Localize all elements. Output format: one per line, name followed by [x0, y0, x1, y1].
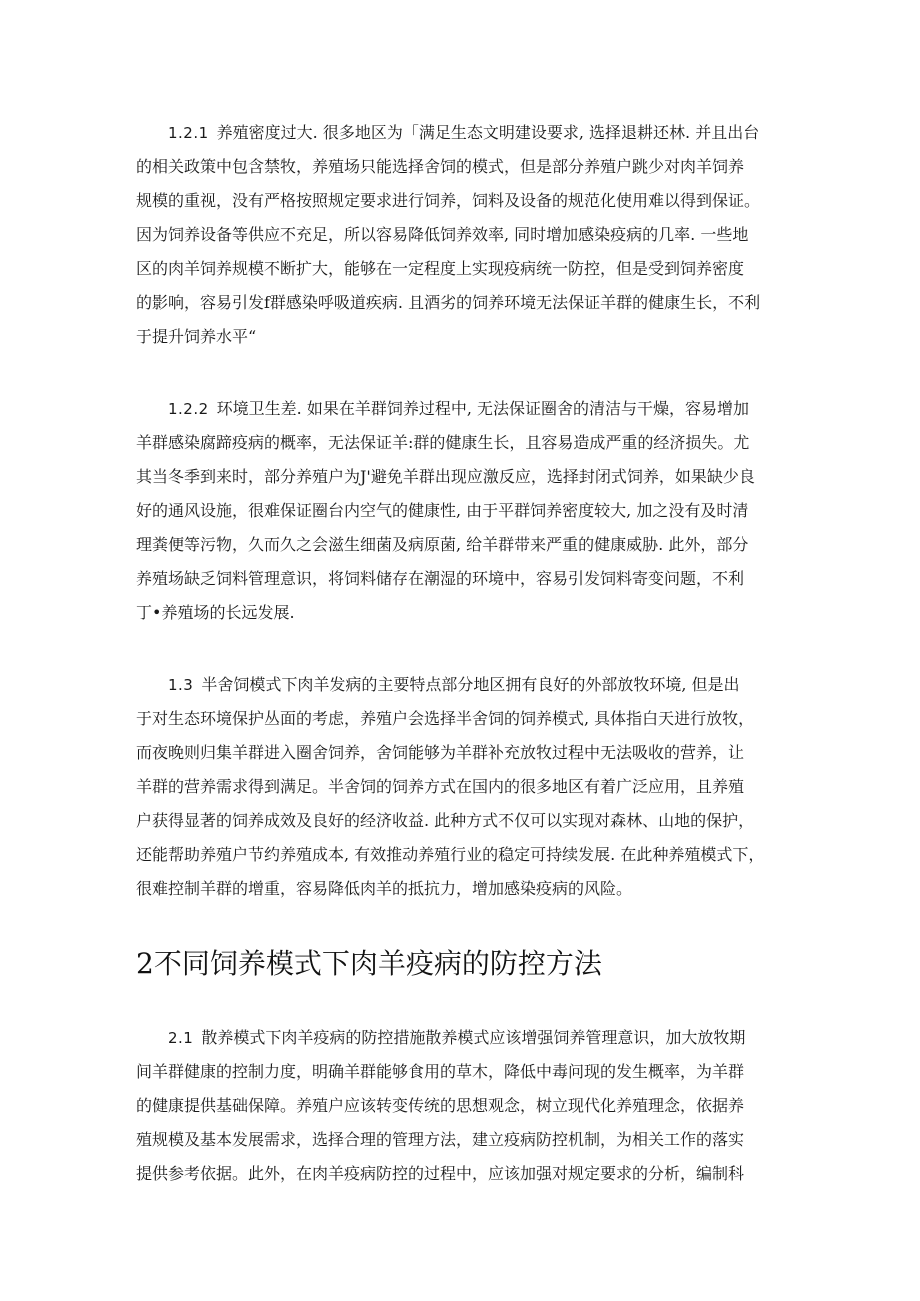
paragraph-line: 殖规模及基本发展需求，选择合理的管理方法，建立疫病防控机制，为相关工作的落实 [136, 1130, 745, 1149]
paragraph-line: 好的通风设施，很难保证圈台内空气的健康性, 由于平群饲养密度较大, 加之没有及时清 [136, 501, 749, 520]
section-number: 1.2.1 [168, 124, 209, 142]
paragraph-line: 间羊群健康的控制力度，明确羊群能够食用的草木，降低中毒问现的发生概率，为羊群 [136, 1062, 745, 1081]
section-1-2-2-paragraph [136, 392, 794, 630]
paragraph-line: 1.2.2 环境卫生差. 如果在羊群饲养过程中, 无法保证圈舍的清洁与干燥，容易增加 [168, 399, 750, 418]
paragraph-line: 1.2.1 养殖密度过大. 很多地区为「满足生态文明建设要求, 选择退耕还林. 并且出台 [168, 123, 760, 142]
paragraph-line: 羊群的营养需求得到满足。半舍饲的饲养方式在国内的很多地区有着广泛应用，且养殖 [136, 777, 745, 796]
paragraph-line: 于对生态环境保护丛面的考虑，养殖户会选择半舍饲的饲养模式, 具体指白天进行放牧， [136, 709, 755, 728]
paragraph-line: 的影响，容易引发f群感染呼吸道疾病. 且酒劣的饲养环境无法保证羊群的健康生长，不利 [136, 293, 761, 312]
paragraph-line: 2.1 散养模式下肉羊疫病的防控措施散养模式应该增强饲养管理意识，加大放牧期 [168, 1028, 746, 1047]
paragraph-line: 理粪便等污物，久而久之会滋生细菌及病原菌, 给羊群带来严重的健康威胁. 此外，部分 [136, 535, 749, 554]
section-number: 1.3 [168, 676, 194, 694]
paragraph-line: 于提升饲养水平“ [136, 327, 257, 346]
paragraph-line: 丁•养殖场的长远发展. [136, 603, 295, 622]
paragraph-line: 养殖场缺乏饲料管理意识，将饲料储存在潮湿的环境中，容易引发饲料寄变问题，不利 [136, 569, 745, 588]
paragraph-line: 提供参考依据。此外，在肉羊疫病防控的过程中，应该加强对规定要求的分析，编制科 [136, 1164, 745, 1183]
paragraph-line: 羊群感染腐蹄疫病的概率，无法保证羊:群的健康生长，且容易造成严重的经济损失。尤 [136, 433, 750, 452]
paragraph-line: 还能帮助养殖户节约养殖成本, 有效推动养殖行业的稳定可持续发展. 在此种养殖模式下， [136, 845, 765, 864]
paragraph-line: 区的肉羊饲养规模不断扩大，能够在一定程度上实现疫病统一防控，但是受到饲养密度 [136, 259, 745, 278]
section-2-heading: 2不同饲养模式下肉羊疫病的防控方法 [136, 947, 602, 980]
paragraph-line: 规模的重视，没有严格按照规定要求进行饲养，饲料及设备的规范化使用难以得到保证。 [136, 191, 761, 210]
section-number: 2.1 [168, 1029, 194, 1047]
paragraph-line: 而夜晚则归集羊群进入圈舍饲养，舍饲能够为羊群补充放牧过程中无法吸收的营养，让 [136, 743, 745, 762]
section-1-3-paragraph [136, 668, 794, 906]
paragraph-line: 很难控制羊群的增重，容易降低肉羊的抵抗力，增加感染疫病的风险。 [136, 879, 633, 898]
section-2-1-paragraph [136, 1021, 794, 1191]
paragraph-line: 的相关政策中包含禁牧，养殖场只能选择舍饲的模式，但是部分养殖户跳少对肉羊饲养 [136, 157, 745, 176]
section-1-2-1-paragraph [136, 116, 794, 354]
section-number: 1.2.2 [168, 400, 209, 418]
paragraph-line: 的健康提供基础保障。养殖户应该转变传统的思想观念，树立现代化养殖理念，依据养 [136, 1096, 745, 1115]
paragraph-line: 1.3 半舍饲模式下肉羊发病的主要特点部分地区拥有良好的外部放牧环境, 但是出 [168, 675, 740, 694]
paragraph-line: 户获得显著的饲养成效及良好的经济收益. 此种方式不仅可以实现对森林、山地的保护， [136, 811, 755, 830]
paragraph-line: 因为饲养设备等供应不充足，所以容易降低饲养效率, 同时增加感染疫病的几率. 一些地 [136, 225, 749, 244]
paragraph-line: 其当冬季到来时，部分养殖户为J'避免羊群出现应激反应，选择封闭式饲养，如果缺少良 [136, 467, 755, 486]
